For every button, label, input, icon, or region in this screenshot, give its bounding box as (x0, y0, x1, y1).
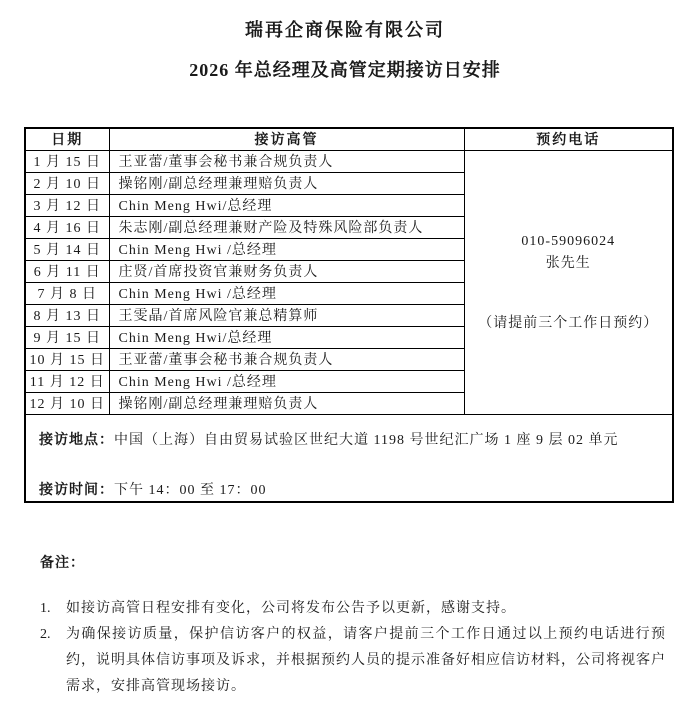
executive-cell: Chin Meng Hwi/总经理 (109, 326, 464, 348)
page-subtitle: 2026 年总经理及高管定期接访日安排 (189, 60, 501, 80)
executive-cell: 庄贤/首席投资官兼财务负责人 (109, 260, 464, 282)
date-cell: 9 月 15 日 (25, 326, 109, 348)
date-cell: 1 月 15 日 (25, 150, 109, 172)
visit-time-label: 接访时间： (39, 482, 114, 498)
date-cell: 7 月 8 日 (25, 282, 109, 304)
column-header-executive: 接访高管 (109, 128, 464, 150)
executive-cell: 王雯晶/首席风险官兼总精算师 (109, 304, 464, 326)
visit-time-line (39, 481, 662, 501)
remarks-heading: 备注： (40, 556, 85, 571)
table-row (25, 150, 673, 172)
executive-cell: 王亚蕾/董事会秘书兼合规负责人 (109, 348, 464, 370)
executive-cell: Chin Meng Hwi /总经理 (109, 282, 464, 304)
executive-cell: 操铭刚/副总经理兼理赔负责人 (109, 172, 464, 194)
phone-contact-name: 张先生 (545, 255, 591, 271)
remark-text: 为确保接访质量，保护信访客户的权益，请客户提前三个工作日通过以上预约电话进行预约，说明具体信访事项及诉求，并根据预约人员的提示准备好相应信访材料，公司将视客户需求，安排高管现场接访。 (66, 627, 666, 694)
remarks-list (40, 596, 666, 700)
phone-number: 010-59096024 (521, 233, 616, 249)
date-cell: 10 月 15 日 (25, 348, 109, 370)
remark-number: 2. (40, 627, 51, 642)
table-footer-cell (25, 414, 673, 502)
schedule-table (24, 127, 674, 503)
date-cell: 6 月 11 日 (25, 260, 109, 282)
remark-item (40, 622, 666, 700)
executive-cell: 操铭刚/副总经理兼理赔负责人 (109, 392, 464, 414)
visit-location-label: 接访地点： (39, 432, 114, 448)
table-header-row (25, 128, 673, 150)
executive-cell: 朱志刚/副总经理兼财产险及特殊风险部负责人 (109, 216, 464, 238)
phone-booking-note: （请提前三个工作日预约） (478, 315, 659, 331)
date-cell: 11 月 12 日 (25, 370, 109, 392)
phone-cell (464, 150, 673, 414)
date-cell: 2 月 10 日 (25, 172, 109, 194)
date-cell: 12 月 10 日 (25, 392, 109, 414)
remark-text: 如接访高管日程安排有变化，公司将发布公告予以更新，感谢支持。 (66, 601, 516, 616)
executive-cell: 王亚蕾/董事会秘书兼合规负责人 (109, 150, 464, 172)
remark-item (40, 596, 666, 622)
table-footer-row (25, 414, 673, 502)
executive-cell: Chin Meng Hwi /总经理 (109, 238, 464, 260)
date-cell: 8 月 13 日 (25, 304, 109, 326)
date-cell: 4 月 16 日 (25, 216, 109, 238)
date-cell: 3 月 12 日 (25, 194, 109, 216)
executive-cell: Chin Meng Hwi /总经理 (109, 370, 464, 392)
column-header-phone: 预约电话 (464, 128, 673, 150)
executive-cell: Chin Meng Hwi/总经理 (109, 194, 464, 216)
visit-location-value: 中国（上海）自由贸易试验区世纪大道 1198 号世纪汇广场 1 座 9 层 02 单元 (114, 432, 619, 448)
remark-number: 1. (40, 601, 51, 616)
visit-time-value: 下午 14：00 至 17：00 (114, 482, 267, 498)
visit-location-line (39, 431, 662, 451)
page-title: 瑞再企商保险有限公司 (245, 20, 445, 40)
date-cell: 5 月 14 日 (25, 238, 109, 260)
column-header-date: 日期 (25, 128, 109, 150)
schedule-body (25, 150, 673, 414)
